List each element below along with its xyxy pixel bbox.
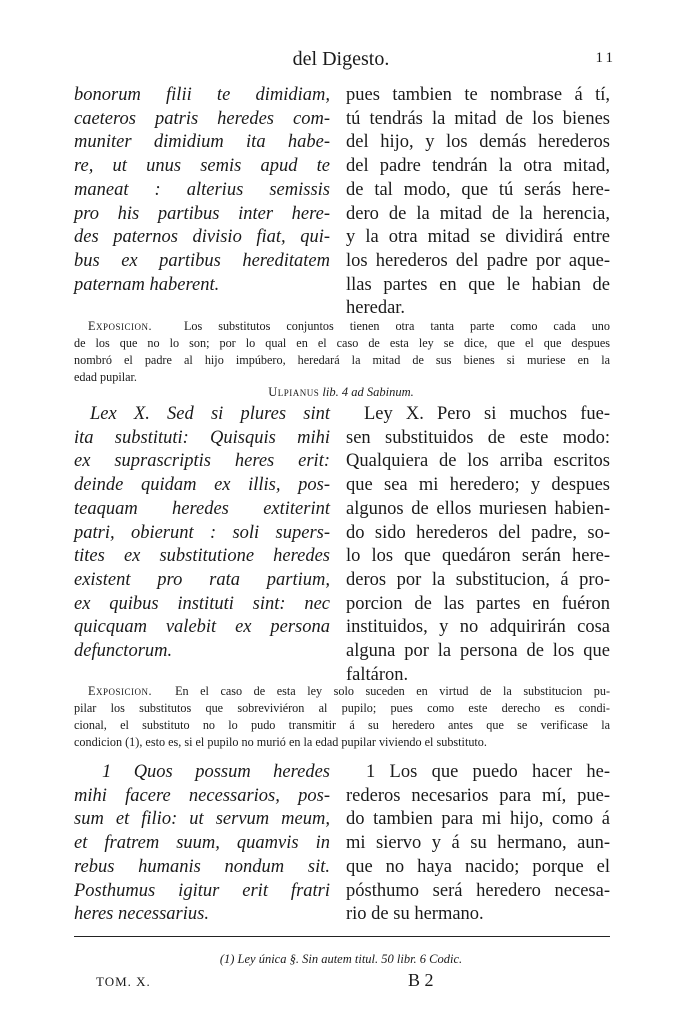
latin-line: pro his partibus inter here- <box>74 203 330 224</box>
exposicion-line: pilar los substitutos que sobreviviéron al pupilo; pues como este derecho es condi- <box>74 701 610 715</box>
spanish-line: Qualquiera de los arriba escritos <box>346 451 610 472</box>
spanish-line: de tal modo, que tú serás here- <box>346 179 610 200</box>
spanish-line: alguna por la persona de los que <box>346 641 610 662</box>
latin-column <box>74 84 330 297</box>
attribution-author: Ulpianus <box>268 385 320 399</box>
spanish-line: instituidos, y no adquirirán cosa <box>346 617 610 638</box>
attribution-ref: lib. 4 ad Sabinum. <box>322 385 414 399</box>
exposicion-line: condicion (1), esto es, si el pupilo no murió en la edad pupilar viviendo el substituto. <box>74 735 487 749</box>
latin-line: quicquam valebit ex persona <box>74 617 330 638</box>
exposicion-2 <box>74 683 610 751</box>
exposicion-1 <box>74 318 610 386</box>
latin-line: et fratrem suum, quamvis in <box>74 833 330 854</box>
footnote: (1) Ley única §. Sin autem titul. 50 libr. 6 Codic. <box>219 952 463 966</box>
spanish-line: y la otra mitad se dividirá entre <box>346 227 610 248</box>
exposicion-text: Los substitutos conjuntos tienen otra tanta parte como cada uno <box>183 319 610 333</box>
spanish-line: que no haya nacido; porque el <box>346 856 610 877</box>
spanish-column <box>346 403 610 687</box>
volume-label: TOM. X. <box>96 974 151 989</box>
spanish-line: algunos de ellos muriesen habien- <box>346 498 610 519</box>
latin-line: muniter dimidium ita habe- <box>74 132 330 153</box>
exposicion-line: nombró el padre al hijo impúbero, heredará la mitad de sus bienes si muriese en la <box>74 353 610 367</box>
exposicion-line <box>74 318 610 335</box>
latin-line: tites ex substitutione heredes <box>74 546 330 567</box>
spanish-line: tú tendrás la mitad de los bienes <box>346 108 610 129</box>
spanish-line: do tambien para mi hijo, como á <box>346 809 610 830</box>
exposicion-line: cional, el substituto no lo pudo transmitir á su heredero antes que se verificase la <box>74 718 610 732</box>
spanish-line: faltáron. <box>346 664 409 685</box>
latin-line: maneat : alterius semissis <box>74 179 330 200</box>
spanish-line: del padre tendrán la otra mitad, <box>346 156 610 177</box>
latin-line: bonorum filii te dimidiam, <box>74 85 330 105</box>
latin-line: deinde quidam ex illis, pos- <box>74 475 330 496</box>
exposicion-line: edad pupilar. <box>74 370 137 384</box>
latin-line: teaquam heredes extiterint <box>74 498 330 519</box>
latin-line: caeteros patris heredes com- <box>74 108 330 129</box>
spanish-column <box>346 84 610 321</box>
signature-mark: B 2 <box>408 970 434 990</box>
page-number: 11 <box>595 50 616 66</box>
spanish-line: lo los que quedáron serán here- <box>346 546 610 567</box>
latin-column <box>74 761 330 927</box>
latin-line: paternam haberent. <box>74 274 220 295</box>
attribution <box>0 385 682 400</box>
exposicion-label: Exposicion. <box>88 684 152 698</box>
latin-line: sum et filio: ut servum meum, <box>74 809 330 830</box>
spanish-line: do sido herederos del padre, so- <box>346 522 610 543</box>
spanish-line: rio de su hermano. <box>346 904 484 925</box>
spanish-line: mi siervo y á su hermano, aun- <box>346 833 610 854</box>
spanish-line: que sea mi heredero; y despues <box>346 475 610 496</box>
latin-line: ita substituti: Quisquis mihi <box>74 427 330 448</box>
latin-line: rebus humanis nondum sit. <box>74 856 330 877</box>
spanish-line: sen substituidos de este modo: <box>346 427 610 448</box>
latin-line: ex suprascriptis heres erit: <box>74 451 330 472</box>
latin-line: mihi facere necessarios, pos- <box>74 785 330 806</box>
spanish-line: Ley X. Pero si muchos fue- <box>364 404 610 424</box>
spanish-line: los herederos del padre por aque- <box>346 250 610 271</box>
exposicion-label: Exposicion. <box>88 319 152 333</box>
latin-line: ex quibus instituti sint: nec <box>74 593 330 614</box>
spanish-line: rederos necesarios para mí, pue- <box>346 785 610 806</box>
exposicion-text: En el caso de esta ley solo suceden en virtud de la substitucion pu- <box>175 684 611 698</box>
spanish-line: dero de la mitad de la herencia, <box>346 203 610 224</box>
spanish-line: pósthumo será heredero necesa- <box>346 880 610 901</box>
spanish-line: pues tambien te nombrase á tí, <box>346 85 610 105</box>
latin-line: patri, obierunt : soli supers- <box>74 522 330 543</box>
spanish-line: deros por la substitucion, á pro- <box>346 569 610 590</box>
running-head <box>0 48 682 74</box>
exposicion-line: de los que no lo son; por lo qual en el caso de esta ley se dice, que el que despues <box>74 336 610 350</box>
spanish-line: del hijo, y los demás herederos <box>346 132 610 153</box>
footnote-rule <box>74 936 610 937</box>
latin-line: bus ex partibus hereditatem <box>74 250 330 271</box>
latin-line: des paternos divisio fiat, qui- <box>74 227 330 248</box>
latin-line: Lex X. Sed si plures sint <box>90 404 330 424</box>
latin-line: existent pro rata partium, <box>74 569 330 590</box>
latin-line: Posthumus igitur erit fratri <box>74 880 330 901</box>
spanish-column <box>346 761 610 927</box>
spanish-line: porcion de las partes en fuéron <box>346 593 610 614</box>
latin-line: 1 Quos possum heredes <box>102 762 330 782</box>
exposicion-line <box>74 683 610 700</box>
running-title: del Digesto. <box>292 48 390 70</box>
spanish-line: 1 Los que puedo hacer he- <box>366 762 610 782</box>
spanish-line: heredar. <box>346 298 406 319</box>
latin-line: heres necessarius. <box>74 904 209 925</box>
latin-line: defunctorum. <box>74 641 173 662</box>
latin-line: re, ut unus semis apud te <box>74 156 330 177</box>
spanish-line: llas partes en que le habian de <box>346 274 610 295</box>
latin-column <box>74 403 330 664</box>
